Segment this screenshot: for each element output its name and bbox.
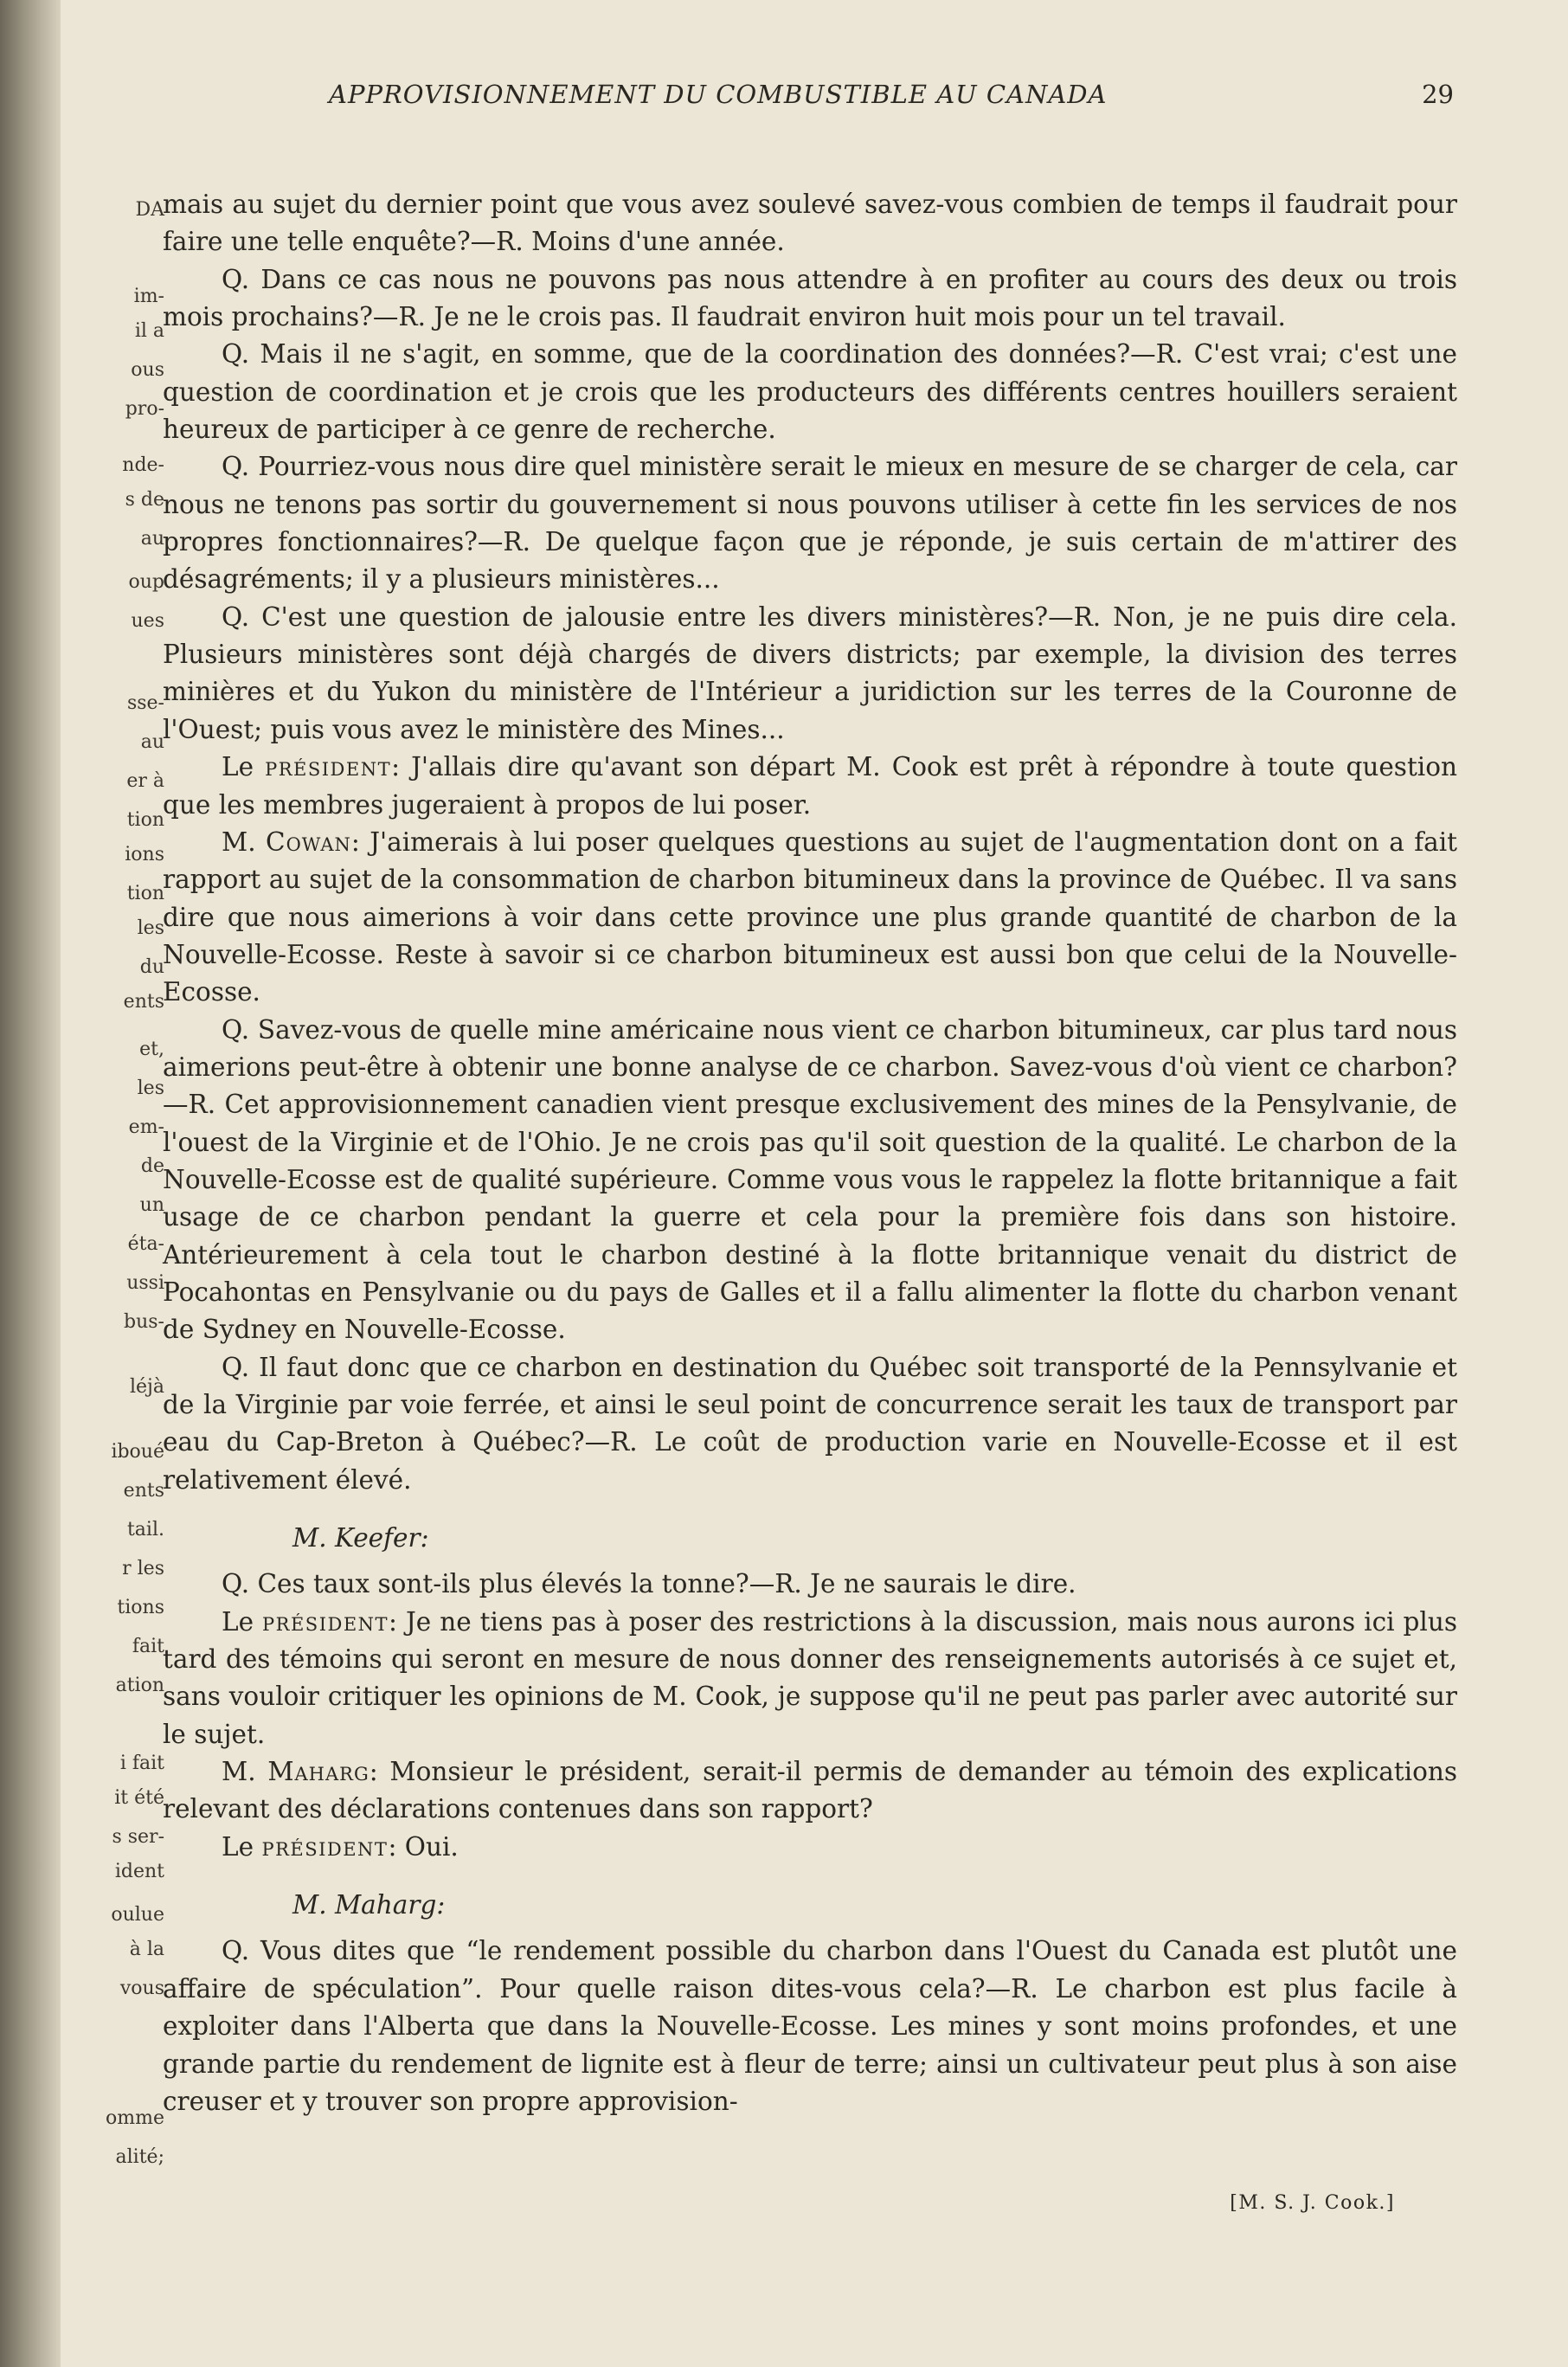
paragraph xyxy=(163,1604,1457,1753)
facing-page-margin xyxy=(61,0,164,2367)
margin-fragment: les xyxy=(137,1077,164,1099)
speaker-name: Le président xyxy=(222,1606,389,1637)
speaker-name: M. Cowan xyxy=(222,827,351,857)
margin-fragment: ents xyxy=(123,1480,164,1502)
paragraph xyxy=(163,186,1457,261)
margin-fragment: ation xyxy=(115,1675,164,1696)
book-gutter xyxy=(0,0,61,2367)
paragraph-text: Q. Pourriez-vous nous dire quel ministère serait le mieux en mesure de se charger de cela, car nous ne tenons pas sortir du gouvernement si nous pouvons utiliser à cette fin les services de nos propres fonctionnaires?—R. De quelque façon que je réponde, je suis certain de m'attirer des désagréments; il y a plusieurs ministères... xyxy=(163,452,1457,595)
paragraph-text: Q. Savez-vous de quelle mine américaine nous vient ce charbon bitumineux, car plus tard nous aimerions peut-être à obtenir une bonne analyse de ce charbon. Savez-vous d'où vient ce charbon?—R. Cet approvisionnement canadien vient presque exclusivement des mines de la Pensylvanie, de l'ouest de la Virginie et de l'Ohio. Je ne crois pas qu'il soit question de la qualité. Le charbon de la Nouvelle-Ecosse est de qualité supérieure. Comme vous vous le rappelez la flotte britannique a fait usage de ce charbon pendant la guerre et cela pour la première fois dans son histoire. Antérieurement à cela tout le charbon destiné à la flotte britannique venait du district de Pocahontas en Pensylvanie ou du pays de Galles et il a fallu alimenter la flotte du charbon venant de Sydney en Nouvelle-Ecosse. xyxy=(163,1014,1457,1345)
paragraph-text: : J'aimerais à lui poser quelques questions au sujet de l'augmentation dont on a fait rapport au sujet de la consommation de charbon bitumineux dans la province de Québec. Il va sans dire que nous aimerions à voir dans cette province une plus grande quantité de charbon de la Nouvelle-Ecosse. Reste à savoir si ce charbon bitumineux est aussi bon que celui de la Nouvelle-Ecosse. xyxy=(163,827,1458,1007)
paragraph-text: : J'allais dire qu'avant son départ M. Cook est prêt à répondre à toute question que les membres jugeraient à propos de lui poser. xyxy=(163,752,1457,820)
margin-fragment: ident xyxy=(114,1861,164,1882)
margin-fragment: em- xyxy=(128,1116,164,1138)
margin-fragment: s ser- xyxy=(112,1826,164,1848)
paragraph-text: : Oui. xyxy=(388,1831,459,1862)
margin-fragment: ues xyxy=(131,610,164,632)
margin-fragment: omme xyxy=(106,2107,164,2129)
paragraph xyxy=(163,1349,1457,1499)
margin-fragment: les xyxy=(137,917,164,939)
margin-fragment: nde- xyxy=(122,454,164,476)
margin-fragment: tion xyxy=(126,809,164,831)
speaker-name: Le président xyxy=(222,1831,389,1862)
margin-fragment: it été xyxy=(114,1787,164,1809)
witness-footer: [M. S. J. Cook.] xyxy=(1230,2192,1395,2214)
margin-fragment: vous xyxy=(119,1978,164,1999)
paragraph xyxy=(163,1829,1457,1866)
paragraph-text: Q. Il faut donc que ce charbon en destination du Québec soit transporté de la Pennsylvanie et de la Virginie par voie ferrée, et ainsi le seul point de concurrence serait les taux de transport par eau du Cap-Breton à Québec?—R. Le coût de production varie en Nouvelle-Ecosse et il est relativement élevé. xyxy=(163,1352,1457,1495)
paragraph-text: : Monsieur le président, serait-il permis de demander au témoin des explications relevant des déclarations contenues dans son rapport? xyxy=(163,1757,1457,1824)
margin-fragment: bus- xyxy=(124,1311,164,1333)
margin-fragment: er à xyxy=(126,770,164,792)
margin-fragment: éta- xyxy=(127,1233,164,1255)
margin-fragment: léjà xyxy=(130,1376,164,1398)
paragraph xyxy=(163,261,1457,337)
margin-fragment: tion xyxy=(126,883,164,904)
paragraph xyxy=(163,1012,1457,1349)
margin-fragment: r les xyxy=(122,1558,164,1579)
margin-fragment: fait xyxy=(132,1636,164,1657)
paragraph xyxy=(163,1933,1457,2120)
margin-fragment: tail. xyxy=(126,1519,164,1540)
margin-fragment: ents xyxy=(123,991,164,1013)
paragraph-text: mais au sujet du dernier point que vous avez soulevé savez-vous combien de temps il faudrait pour faire une telle enquête?—R. Moins d'une année. xyxy=(163,190,1457,257)
margin-fragment: DA xyxy=(135,199,164,221)
paragraph-text: Q. Dans ce cas nous ne pouvons pas nous attendre à en profiter au cours des deux ou trois mois prochains?—R. Je ne le crois pas. Il faudrait environ huit mois pour un tel travail. xyxy=(163,264,1457,332)
running-title: APPROVISIONNEMENT DU COMBUSTIBLE AU CANADA xyxy=(329,80,1108,109)
paragraph xyxy=(163,1753,1457,1829)
margin-fragment: tions xyxy=(117,1597,164,1618)
page-body xyxy=(163,186,1457,2120)
paragraph-text: Q. Ces taux sont-ils plus élevés la tonne?—R. Je ne saurais le dire. xyxy=(222,1569,1076,1599)
speaker-name: M. Maharg xyxy=(222,1757,370,1787)
margin-fragment: ussi xyxy=(126,1272,164,1294)
paragraph xyxy=(163,599,1457,749)
margin-fragment: à la xyxy=(129,1939,164,1960)
margin-fragment: au xyxy=(140,528,164,550)
margin-fragment: ions xyxy=(125,844,164,865)
margin-fragment: im- xyxy=(133,286,164,307)
margin-fragment: s de xyxy=(125,489,164,511)
paragraph xyxy=(163,448,1457,598)
margin-fragment: sse- xyxy=(126,692,164,714)
margin-fragment: du xyxy=(139,956,164,978)
paragraph xyxy=(163,1566,1457,1603)
paragraph xyxy=(163,336,1457,448)
margin-fragment: il a xyxy=(134,320,164,342)
margin-fragment: i fait xyxy=(119,1753,164,1774)
paragraph-text: Q. Mais il ne s'agit, en somme, que de la coordination des données?—R. C'est vrai; c'est une question de coordination et je crois que les producteurs des différents centres houillers seraient heureux de participer à ce genre de recherche. xyxy=(163,339,1457,445)
paragraph xyxy=(163,749,1457,824)
margin-fragment: iboué xyxy=(111,1441,164,1463)
page-header xyxy=(329,80,1454,123)
margin-fragment: un xyxy=(139,1194,164,1216)
margin-fragment: au xyxy=(140,731,164,753)
margin-fragment: de xyxy=(140,1155,164,1177)
section-speaker-heading: M. Maharg: xyxy=(292,1890,446,1920)
paragraph xyxy=(163,824,1457,1012)
margin-fragment: et, xyxy=(139,1039,164,1060)
paragraph-text: Q. C'est une question de jalousie entre les divers ministères?—R. Non, je ne puis dire cela. Plusieurs ministères sont déjà chargés de divers districts; par exemple, la division des terres minières et du Yukon du ministère de l'Intérieur a juridiction sur les terres de la Couronne de l'Ouest; puis vous avez le ministère des Mines... xyxy=(163,601,1457,744)
speaker-name: Le président xyxy=(222,752,392,782)
margin-fragment: pro- xyxy=(125,398,164,420)
margin-fragment: ous xyxy=(131,359,164,381)
page-number: 29 xyxy=(1422,80,1454,109)
paragraph-text: : Je ne tiens pas à poser des restrictions à la discussion, mais nous aurons ici plus tard des témoins qui seront en mesure de nous donner des renseignements autorisés à ce sujet et, sans vouloir critiquer les opinions de M. Cook, je suppose qu'il ne peut pas parler avec autorité sur le sujet. xyxy=(163,1606,1457,1749)
margin-fragment: alité; xyxy=(115,2146,164,2168)
paragraph-text: Q. Vous dites que “le rendement possible du charbon dans l'Ouest du Canada est plutôt une affaire de spéculation”. Pour quelle raison dites-vous cela?—R. Le charbon est plus facile à exploiter dans l'Alberta que dans la Nouvelle-Ecosse. Les mines y sont moins profondes, et une grande partie du rendement de lignite est à fleur de terre; ainsi un cultivateur peut plus à son aise creuser et y trouver son propre approvision- xyxy=(163,1936,1457,2116)
section-speaker-heading: M. Keefer: xyxy=(292,1523,429,1553)
margin-fragment: oulue xyxy=(111,1904,164,1926)
margin-fragment: oup xyxy=(128,571,164,593)
